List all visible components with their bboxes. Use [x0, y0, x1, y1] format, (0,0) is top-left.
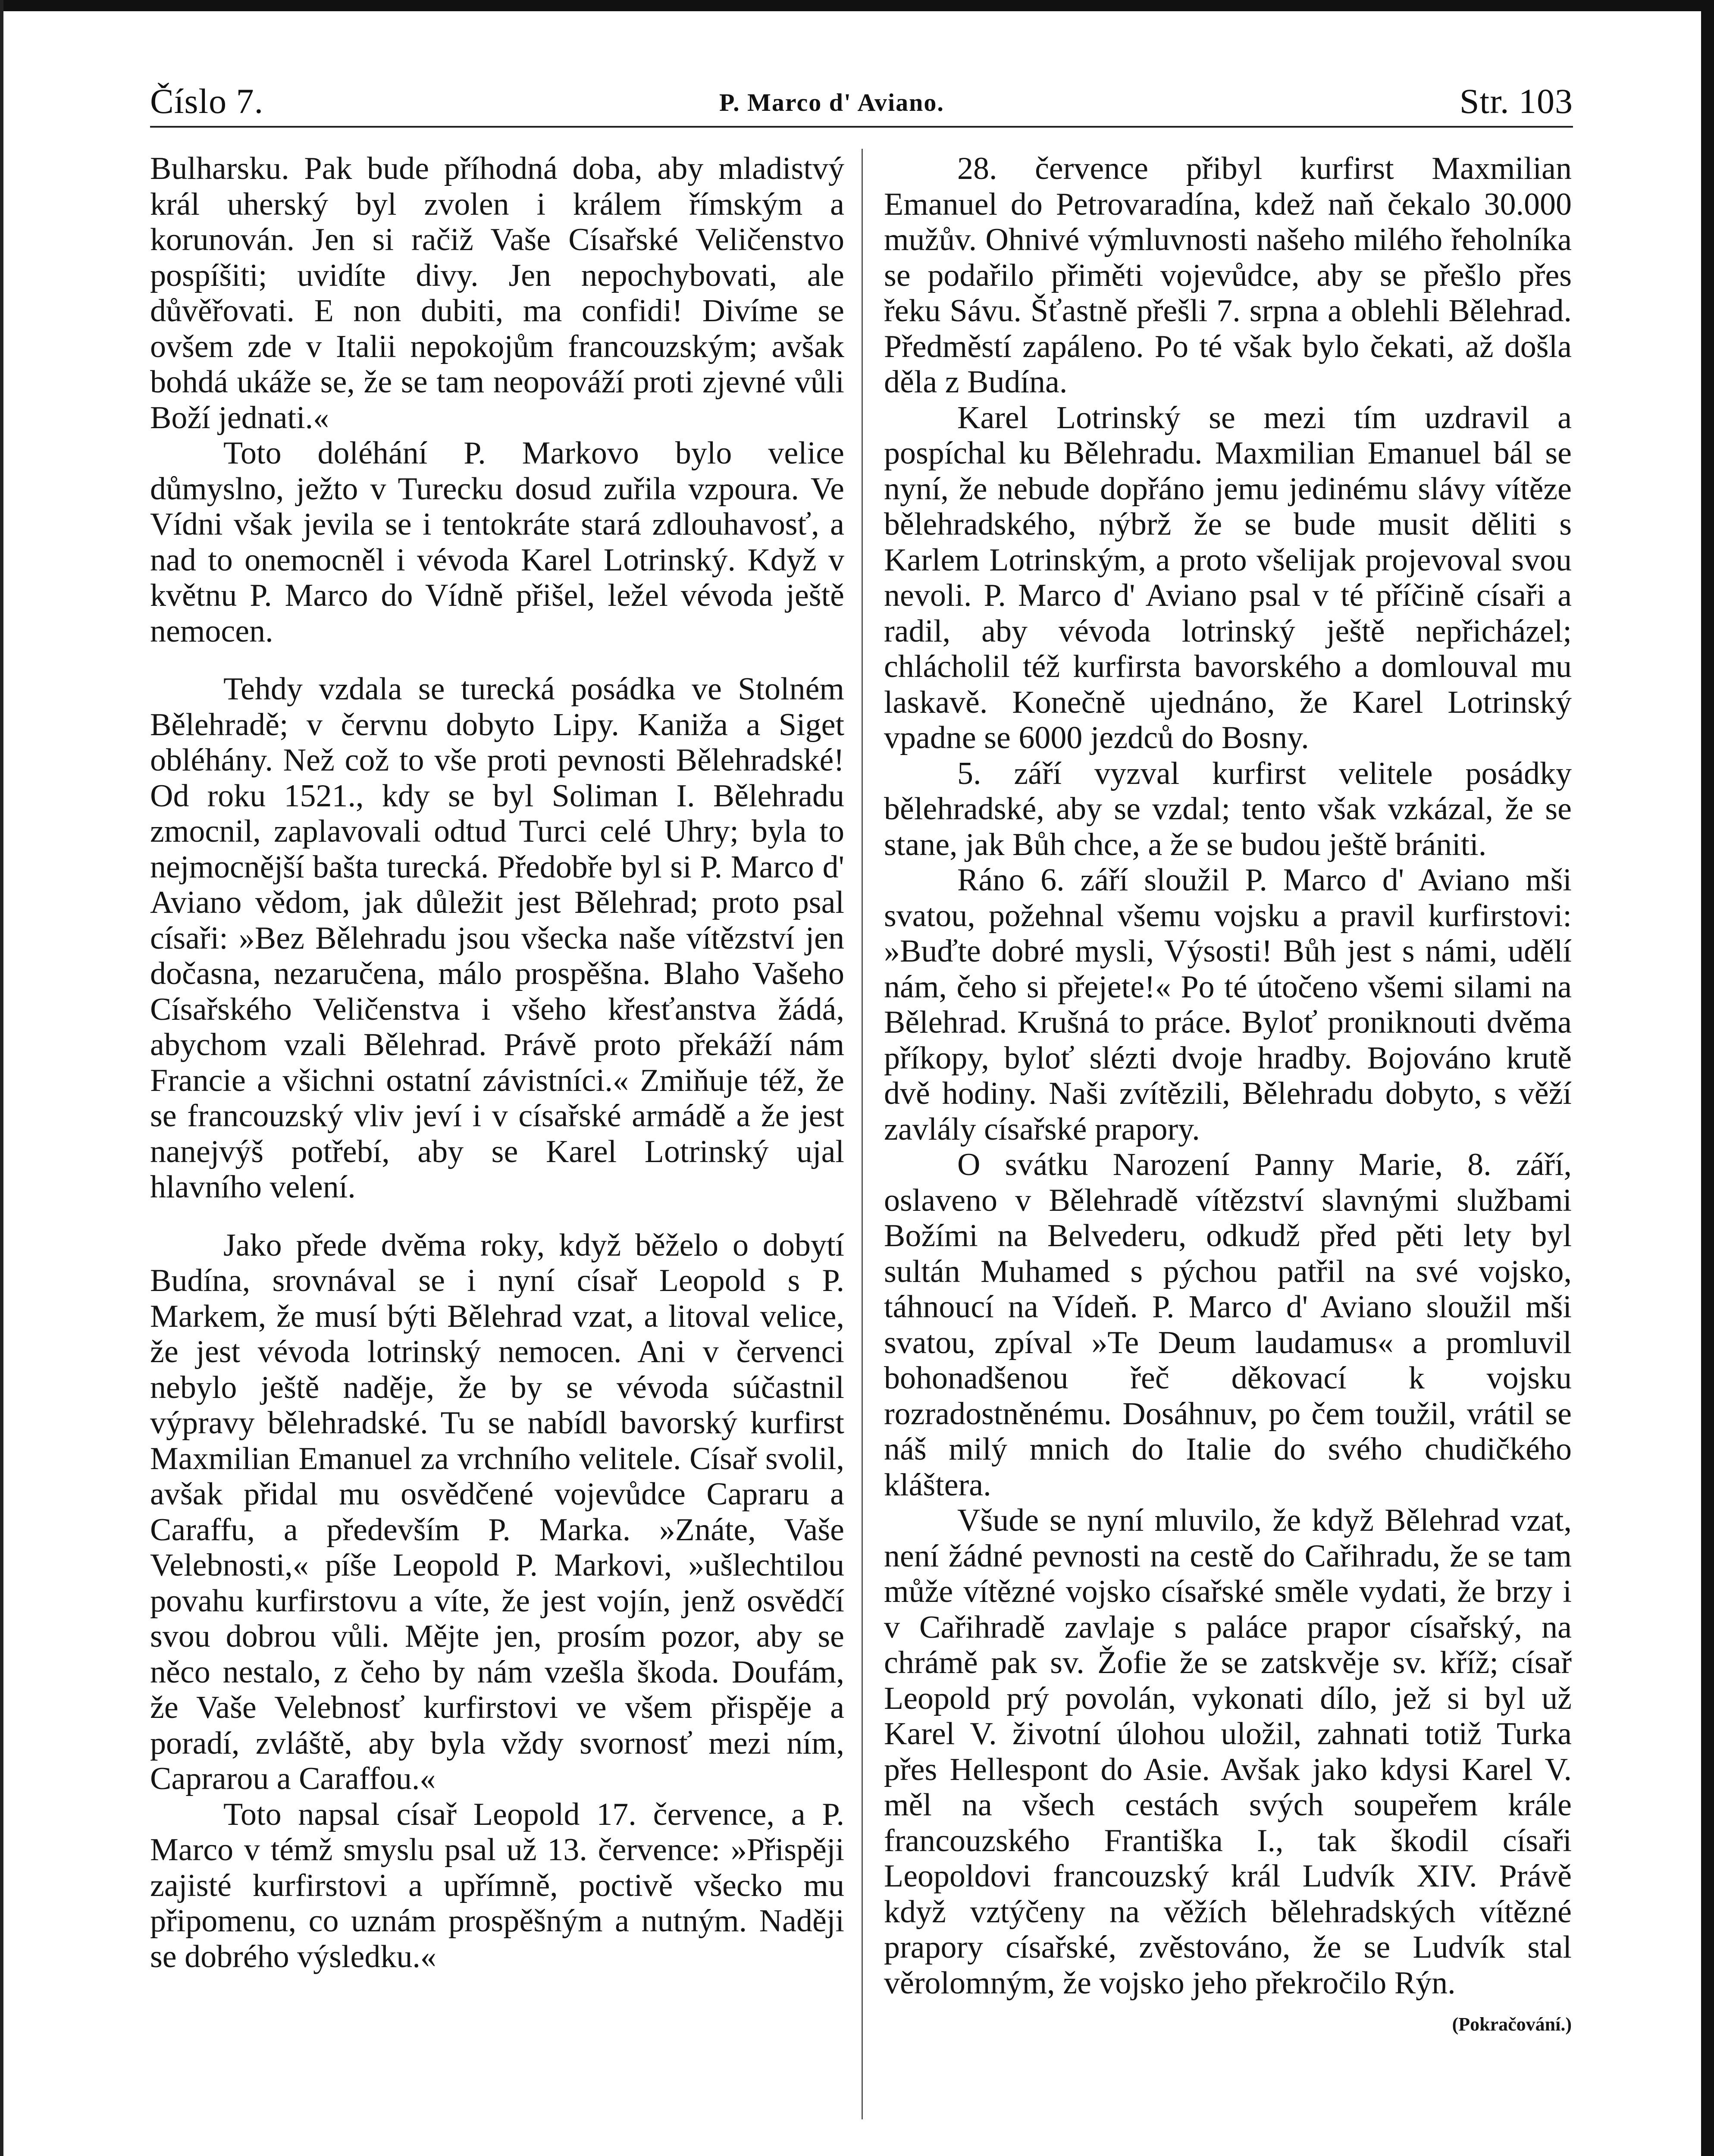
paragraph: Ráno 6. září sloužil P. Marco d' Aviano mši svatou, požehnal všemu vojsku a pravil kurfirstovi: »Buďte dobré mysli, Výsosti! Bůh jest s námi, udělí nám, čeho si přejete!« Po té útočeno všemi silami na Bělehrad. Krušná to práce. Byloť proniknouti dvěma příkopy, byloť slézti dvoje hradby. Bojováno krutě dvě hodiny. Naši zvítězili, Bělehradu dobyto, s věží zavlály císařské prapory. — [884, 862, 1572, 1147]
scan-border-right — [1701, 0, 1714, 2156]
scan-border-top — [0, 0, 1714, 11]
paragraph: Karel Lotrinský se mezi tím uzdravil a pospíchal ku Bělehradu. Maxmilian Emanuel bál se nyní, že nebude dopřáno jemu jedinému slávy vítěze bělehradského, nýbrž že se bude musit děliti s Karlem Lotrinským, a proto všelijak projevoval svou nevoli. P. Marco d' Aviano psal v té příčině císaři a radil, aby vévoda lotrinský ještě nepřicházel; chlácholil též kurfirsta bavorského a domlouval mu laskavě. Konečně ujednáno, že Karel Lotrinský vpadne se 6000 jezdců do Bosny. — [884, 400, 1572, 755]
paragraph: Toto napsal císař Leopold 17. července, a P. Marco v témž smyslu psal už 13. července: »Přispěji zajisté kurfirstovi a upřímně, poctivě všecko mu připomenu, co uznám prospěšným a nutným. Naději se dobrého výsledku.« — [150, 1796, 844, 1974]
paragraph: 28. července přibyl kurfirst Maxmilian Emanuel do Petrovaradína, kdež naň čekalo 30.000 mužův. Ohnivé výmluvnosti našeho milého řeholníka se podařilo přiměti vojevůdce, aby se přešlo přes řeku Sávu. Šťastně přešli 7. srpna a oblehli Bělehrad. Předměstí zapáleno. Po té však bylo čekati, až došla děla z Budína. — [884, 151, 1572, 400]
column-divider — [862, 149, 863, 2119]
paragraph — [884, 1503, 1572, 2035]
paragraph-text: Všude se nyní mluvilo, že když Bělehrad vzat, není žádné pevnosti na cestě do Cařihradu, že se tam může vítězné vojsko císařské směle vydati, že brzy i v Cařihradě zavlaje s paláce prapor císařský, na chrámě pak sv. Žofie že se zatskvěje sv. kříž; císař Leopold prý povolán, vykonati dílo, jež si byl už Karel V. životní úlohou uložil, zahnati totiž Turka přes Hellespont do Asie. Avšak jako kdysi Karel V. měl na všech cestách svých soupeřem krále francouzského Františka I., tak škodil císaři Leopoldovi francouzský král Ludvík XIV. Právě když vztýčeny na věžích bělehradských vítězné prapory císařské, zvěstováno, že se Ludvík stal věrolomným, že vojsko jeho překročilo Rýn. — [884, 1503, 1572, 2001]
paragraph: O svátku Narození Panny Marie, 8. září, oslaveno v Bělehradě vítězství slavnými službami Božími na Belvederu, odkudž před pěti lety byl sultán Muhamed s pýchou patřil na své vojsko, táhnoucí na Vídeň. P. Marco d' Aviano sloužil mši svatou, zpíval »Te Deum laudamus« a promluvil bohonadšenou řeč děkovací k vojsku rozradostněnému. Dosáhnuv, po čem toužil, vrátil se náš milý mnich do Italie do svého chudičkého kláštera. — [884, 1147, 1572, 1503]
paragraph: Jako přede dvěma roky, když běželo o dobytí Budína, srovnával se i nyní císař Leopold s P. Markem, že musí býti Bělehrad vzat, a litoval velice, že jest vévoda lotrinský nemocen. Ani v červenci nebylo ještě naděje, že by se vévoda súčastnil výpravy bělehradské. Tu se nabídl bavorský kurfirst Maxmilian Emanuel za vrchního velitele. Císař svolil, avšak přidal mu osvědčené vojevůdce Capraru a Caraffu, a především P. Marka. »Znáte, Vaše Velebnosti,« píše Leopold P. Markovi, »ušlechtilou povahu kurfirstovu a víte, že jest vojín, jenž osvědčí svou dobrou vůli. Mějte jen, prosím pozor, aby se něco nestalo, z čeho by nám vzešla škoda. Doufám, že Vaše Velebnosť kurfirstovi ve všem přispěje a poradí, zvláště, aby byla vždy svornosť mezi ním, Caprarou a Caraffou.« — [150, 1227, 844, 1796]
paragraph: Bulharsku. Pak bude příhodná doba, aby mladistvý král uherský byl zvolen i králem římským a korunován. Jen si račiž Vaše Císařské Veličenstvo pospíšiti; uvidíte divy. Jen nepochybovati, ale důvěřovati. E non dubiti, ma confidi! Divíme se ovšem zde v Italii nepokojům francouzským; avšak bohdá ukáže se, že se tam neopováží proti zjevné vůli Boží jednati.« — [150, 151, 844, 436]
header-rule — [150, 126, 1573, 128]
paragraph: 5. září vyzval kurfirst velitele posádky bělehradské, aby se vzdal; tento však vzkázal, že se stane, jak Bůh chce, a že se budou ještě brániti. — [884, 755, 1572, 862]
continuation-note: (Pokračování.) — [1452, 2014, 1572, 2035]
paragraph: Toto doléhání P. Markovo bylo velice důmyslno, ježto v Turecku dosud zuřila vzpoura. Ve Vídni však jevila se i tentokráte stará zdlouhavosť, a nad to onemocněl i vévoda Karel Lotrinský. Když v květnu P. Marco do Vídně přišel, ležel vévoda ještě nemocen. — [150, 436, 844, 649]
scan-border-left — [0, 0, 3, 2156]
right-column — [884, 151, 1572, 2156]
paragraph: Tehdy vzdala se turecká posádka ve Stolném Bělehradě; v červnu dobyto Lipy. Kaniža a Siget obléhány. Než což to vše proti pevnosti Bělehradské! Od roku 1521., kdy se byl Soliman I. Bělehradu zmocnil, zaplavovali odtud Turci celé Uhry; byla to nejmocnější bašta turecká. Předobře byl si P. Marco d' Aviano vědom, jak důležit jest Bělehrad; proto psal císaři: »Bez Bělehradu jsou všecka naše vítězství jen dočasna, nezaručena, málo prospěšna. Blaho Vašeho Císařského Veličenstva i všeho křesťanstva žádá, abychom vzali Bělehrad. Právě proto překáží nám Francie a všichni ostatní závistníci.« Zmiňuje též, že se francouzský vliv jeví i v císařské armádě a že jest nanejvýš potřebí, aby se Karel Lotrinský ujal hlavního velení. — [150, 671, 844, 1205]
page-number: Str. 103 — [1459, 81, 1573, 121]
running-title: P. Marco d' Aviano. — [719, 88, 944, 116]
left-column — [150, 151, 844, 2156]
page-header — [150, 73, 1573, 129]
issue-number: Číslo 7. — [150, 81, 264, 121]
